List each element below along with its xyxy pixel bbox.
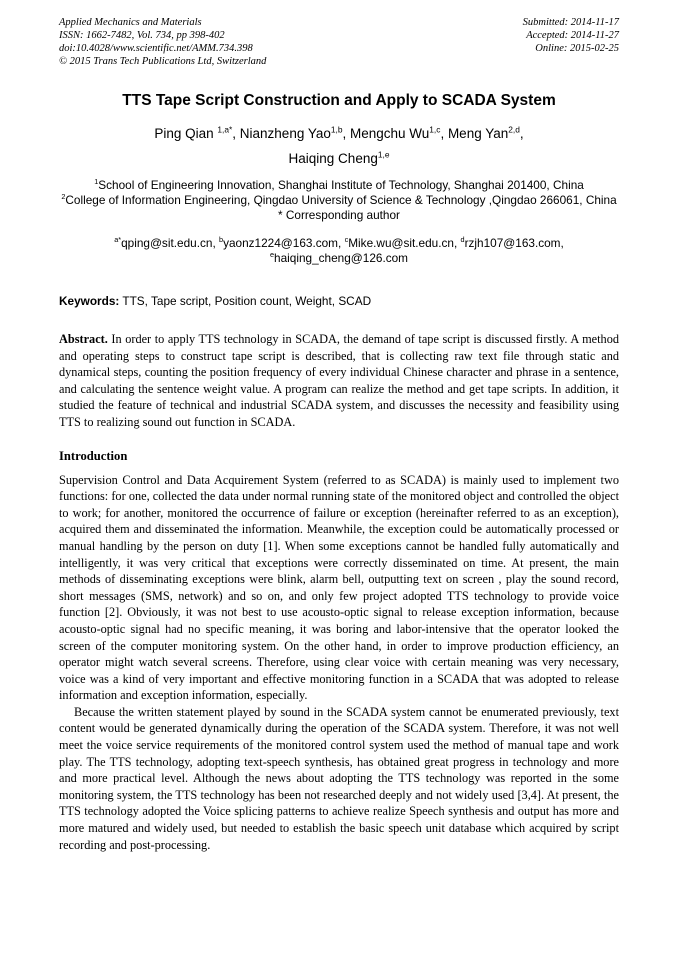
author-affiliation-mark: 1,c xyxy=(429,124,441,135)
email-mark: d xyxy=(460,235,465,245)
emails-line-trailing-comma: , xyxy=(560,236,564,250)
author-affiliation-mark: 2,d xyxy=(508,124,520,135)
affiliation-text: School of Engineering Innovation, Shanghai Institute of Technology, Shanghai 201400, China xyxy=(98,178,584,192)
affiliation-number: 1 xyxy=(94,177,99,187)
journal-header xyxy=(59,16,619,68)
email-mark: a* xyxy=(114,235,122,245)
affiliation-1 xyxy=(59,178,619,193)
authors-line-1 xyxy=(59,125,619,142)
keywords-line xyxy=(59,294,619,309)
paper-title: TTS Tape Script Construction and Apply to SCADA System xyxy=(122,92,556,109)
journal-info xyxy=(59,16,266,68)
corresponding-author-note: * Corresponding author xyxy=(278,208,400,222)
emails-block xyxy=(59,236,619,266)
author-name: Ping Qian xyxy=(154,126,218,141)
affiliation-2 xyxy=(59,193,619,208)
email-mark: e xyxy=(269,250,275,260)
journal-name: Applied Mechanics and Materials xyxy=(59,17,202,28)
affiliation-text: College of Information Engineering, Qingdao University of Science & Technology ,Qingdao 266061, China xyxy=(65,193,617,207)
author-name: , Mengchu Wu xyxy=(342,126,430,141)
issn-volume-line: ISSN: 1662-7482, Vol. 734, pp 398-402 xyxy=(59,30,225,41)
abstract-paragraph xyxy=(59,331,619,431)
author-affiliation-mark: 1,e xyxy=(377,149,390,160)
email-separator: , xyxy=(212,236,219,250)
authors-line-trailing-comma: , xyxy=(519,126,524,141)
emails-line-2 xyxy=(59,251,619,266)
abstract-label: Abstract. xyxy=(59,332,108,346)
introduction-paragraph-2: Because the written statement played by sound in the SCADA system cannot be enumerated previously, text content would be generated dynamically during the operation of the SCADA system. Therefore, it was not well meet the voice service requirements of the monitored control system used the method of manual tape and work play. The TTS technology, adopting text-speech synthesis, has obtained great progress in technology and more and more practical level. Although the news about adopting the TTS technology was reported in the some monitoring system, the TTS technology has been not researched deeply and not widely used [3,4]. At present, the TTS technology adopted the Voice splicing patterns to achieve realize Speech synthesis and output has more and more matured and widely used, but needed to establish the basic speech unit database which acquired by script recording and post-processing. xyxy=(59,704,619,852)
affiliation-number: 2 xyxy=(61,192,66,202)
email-mark: b xyxy=(219,235,224,245)
email-address: haiqing_cheng@126.com xyxy=(274,251,409,265)
email-address: yaonz1224@163.com xyxy=(223,236,339,250)
copyright-line: © 2015 Trans Tech Publications Ltd, Switzerland xyxy=(59,56,267,67)
email-address: Mike.wu@sit.edu.cn xyxy=(348,236,454,250)
emails-line-1 xyxy=(59,236,619,251)
keywords-text: TTS, Tape script, Position count, Weight, SCAD xyxy=(119,294,372,308)
submitted-date: Submitted: 2014-11-17 xyxy=(522,17,619,28)
accepted-date: Accepted: 2014-11-27 xyxy=(526,30,619,41)
email-address: qping@sit.edu.cn xyxy=(121,236,213,250)
author-affiliation-mark: 1,a* xyxy=(217,124,233,135)
email-separator: , xyxy=(453,236,461,250)
abstract-text: In order to apply TTS technology in SCADA, the demand of tape script is discussed firstly. A method and operating steps to construct tape script is described, that is collecting raw text file through static and dynamical steps, counting the position frequency of every individual Chinese character and phrase in a sentence, and calculating the sentence weight value. A program can realize the method and get tape scripts. In addition, it studied the feature of technical and industrial SCADA system, and discusses the necessity and feasibility using TTS to realizing sound out function in SCADA. xyxy=(59,332,619,429)
doi-line: doi:10.4028/www.scientific.net/AMM.734.398 xyxy=(59,43,253,54)
online-date: Online: 2015-02-25 xyxy=(535,43,619,54)
submission-dates xyxy=(523,16,619,68)
affiliations-block xyxy=(59,178,619,223)
authors-line-2 xyxy=(59,150,619,167)
keywords-label: Keywords: xyxy=(59,294,120,308)
author-affiliation-mark: 1,b xyxy=(330,124,343,135)
email-address: rzjh107@163.com xyxy=(464,236,561,250)
email-mark: c xyxy=(344,235,349,245)
author-name: , Meng Yan xyxy=(440,126,509,141)
introduction-paragraph-1: Supervision Control and Data Acquirement System (referred to as SCADA) is mainly used to implement two functions: for one, collected the data under normal running state of the monitored object and controlled the object to work; for another, monitored the occurrence of failure or exception (hereinafter referred to as an exception), acquired them and disseminated the information. Meanwhile, the exception could be automatically processed or manual handling by the person on duty [1]. When some exceptions cannot be handled fully automatically and intelligently, it was very critical that exceptions were correctly disseminated on time. At present, the main methods of disseminating exceptions were blink, alarm bell, outputting text on screen , play the sound record, short messages (SMS, network) and so on, and only few project adopted TTS technology to provide voice function [2]. Obviously, it was not best to use acousto-optic signal to release exception information, because acousto-optic signal had no specific meaning, it was boring and labor-intensive that the operator looked the screen of the computer monitoring system. On the other hand, in order to improve production efficiency, an operator might watch several screens. Therefore, using clear voice with certain meaning was very necessary, voice was a kind of very important and effective monitoring function in a SCADA that was adopted to release information and exception information, especially. xyxy=(59,472,619,703)
section-heading-introduction: Introduction xyxy=(59,448,128,463)
author-name: Haiqing Cheng xyxy=(288,151,378,166)
author-name: , Nianzheng Yao xyxy=(232,126,331,141)
email-separator: , xyxy=(338,236,345,250)
